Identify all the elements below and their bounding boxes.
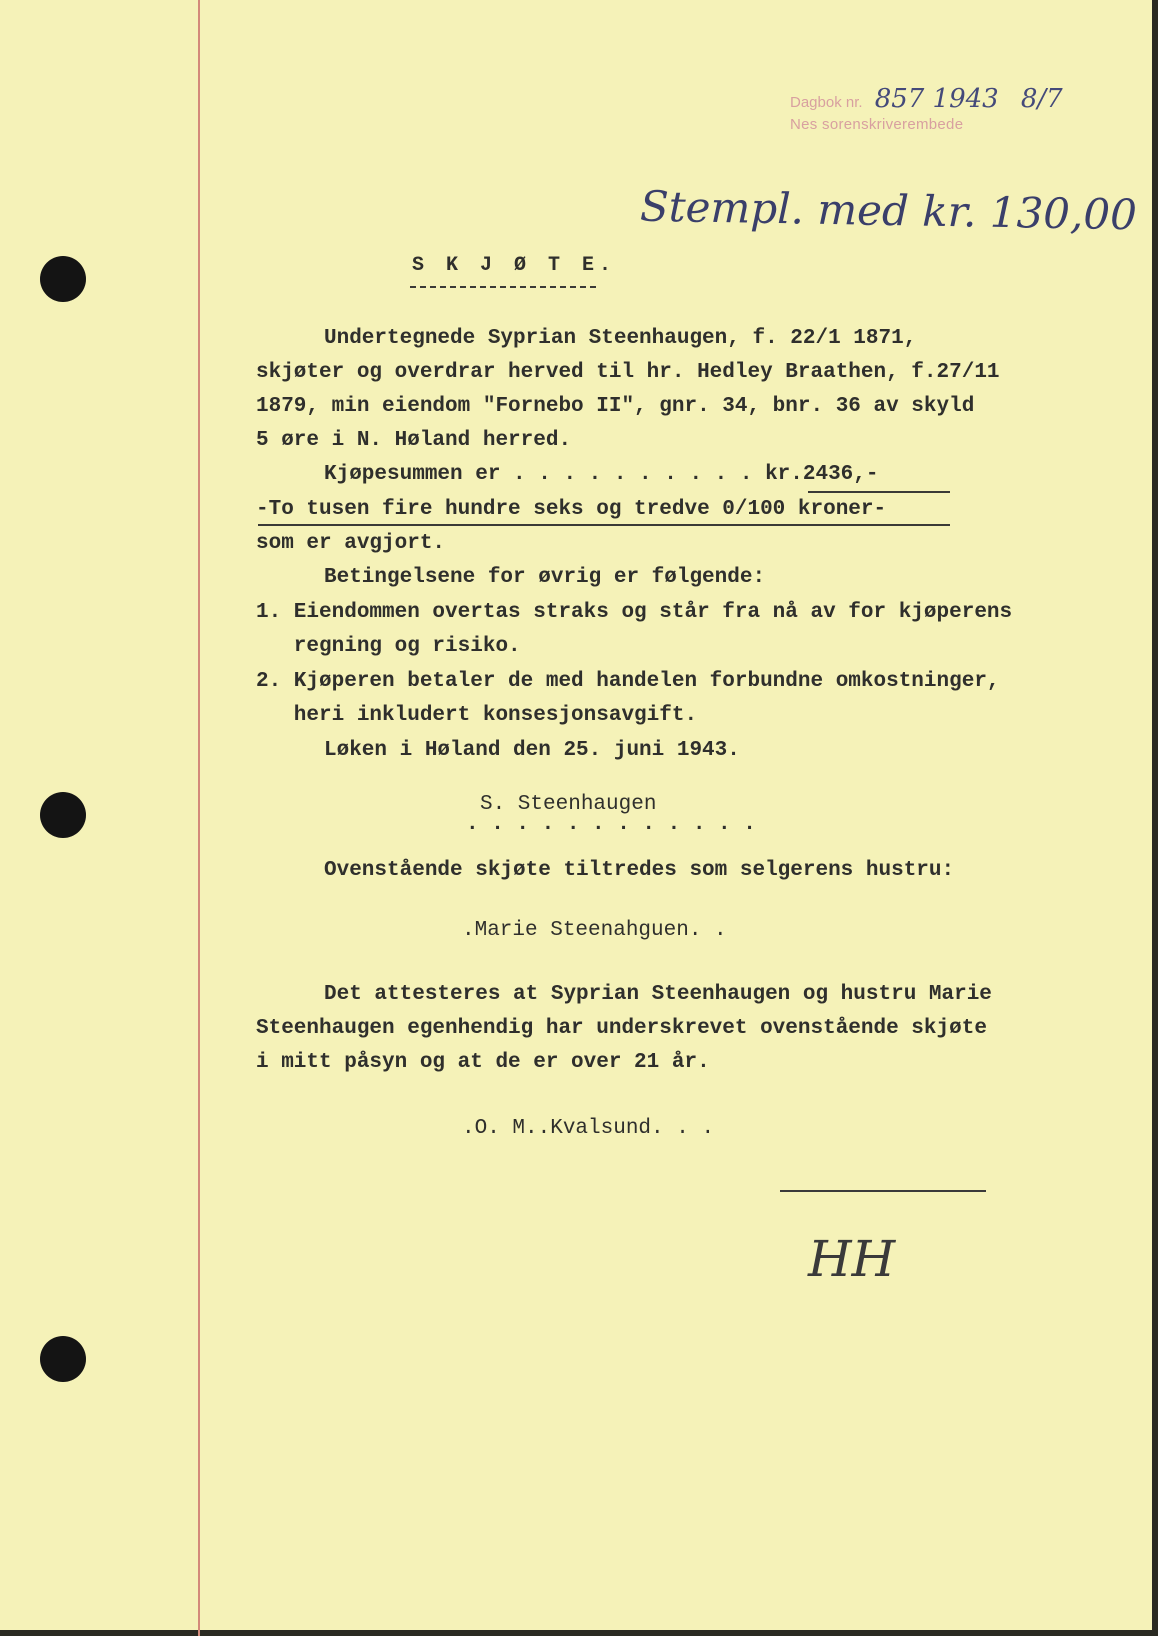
margin-line — [198, 0, 200, 1636]
text-line: 1879, min eiendom "Fornebo II", gnr. 34, bnr. 36 av skyld — [256, 395, 975, 418]
spouse-signature: .Marie Steenahguen. . — [462, 919, 727, 942]
stamp-year: 1943 — [932, 84, 999, 114]
condition-item: 2. Kjøperen betaler de med handelen forbundne omkostninger, — [256, 670, 1000, 693]
text-line: 5 øre i N. Høland herred. — [256, 429, 572, 452]
text-line: Undertegnede Syprian Steenhaugen, f. 22/1 1871, — [324, 327, 917, 350]
words-underline — [258, 524, 950, 526]
stamp-date: 8/7 — [1020, 84, 1063, 114]
seller-signature: S. Steenhaugen — [480, 793, 657, 816]
punch-hole-icon — [40, 792, 86, 838]
attestation-line: Det attesteres at Syprian Steenhaugen og hustru Marie — [324, 983, 992, 1006]
official-initials: HH — [808, 1230, 896, 1288]
text-line: skjøter og overdrar herved til hr. Hedley Braathen, f.27/11 — [256, 361, 1000, 384]
condition-item: regning og risiko. — [256, 635, 521, 658]
price-in-words: -To tusen fire hundre seks og tredve 0/100 kroner- — [256, 498, 887, 521]
document-title: S K J Ø T E. — [412, 254, 617, 277]
signature-dots: . . . . . . . . . . . . — [466, 813, 756, 836]
condition-item: heri inkludert konsesjonsavgift. — [256, 704, 698, 727]
price-underline — [808, 491, 950, 493]
attestation-line: Steenhaugen egenhendig har underskrevet ovenstående skjøte — [256, 1017, 987, 1040]
condition-item: 1. Eiendommen overtas straks og står fra nå av for kjøperens — [256, 601, 1013, 624]
registry-stamp — [790, 84, 1063, 136]
text-line: Ovenstående skjøte tiltredes som selgerens hustru: — [324, 859, 955, 882]
stamp-label: Dagbok nr. — [790, 94, 863, 111]
text-line: Betingelsene for øvrig er følgende: — [324, 566, 766, 589]
purchase-price-line: Kjøpesummen er . . . . . . . . . . kr.2436,- — [324, 463, 879, 486]
attestation-line: i mitt påsyn og at de er over 21 år. — [256, 1051, 710, 1074]
official-signature-line — [780, 1190, 986, 1192]
scan-edge-bottom — [0, 1630, 1158, 1636]
place-date-line: Løken i Høland den 25. juni 1943. — [324, 739, 740, 762]
stamp-office: Nes sorenskriverembede — [790, 116, 964, 133]
scan-edge-right — [1152, 0, 1158, 1636]
text-line: som er avgjort. — [256, 532, 446, 555]
punch-hole-icon — [40, 256, 86, 302]
witness-signature: .O. M..Kvalsund. . . — [462, 1117, 715, 1140]
stamp-number: 857 — [874, 84, 925, 114]
punch-hole-icon — [40, 1336, 86, 1382]
stamp-duty-note: Stempl. med kr. 130,00 — [639, 181, 1138, 240]
title-rule — [410, 286, 596, 288]
